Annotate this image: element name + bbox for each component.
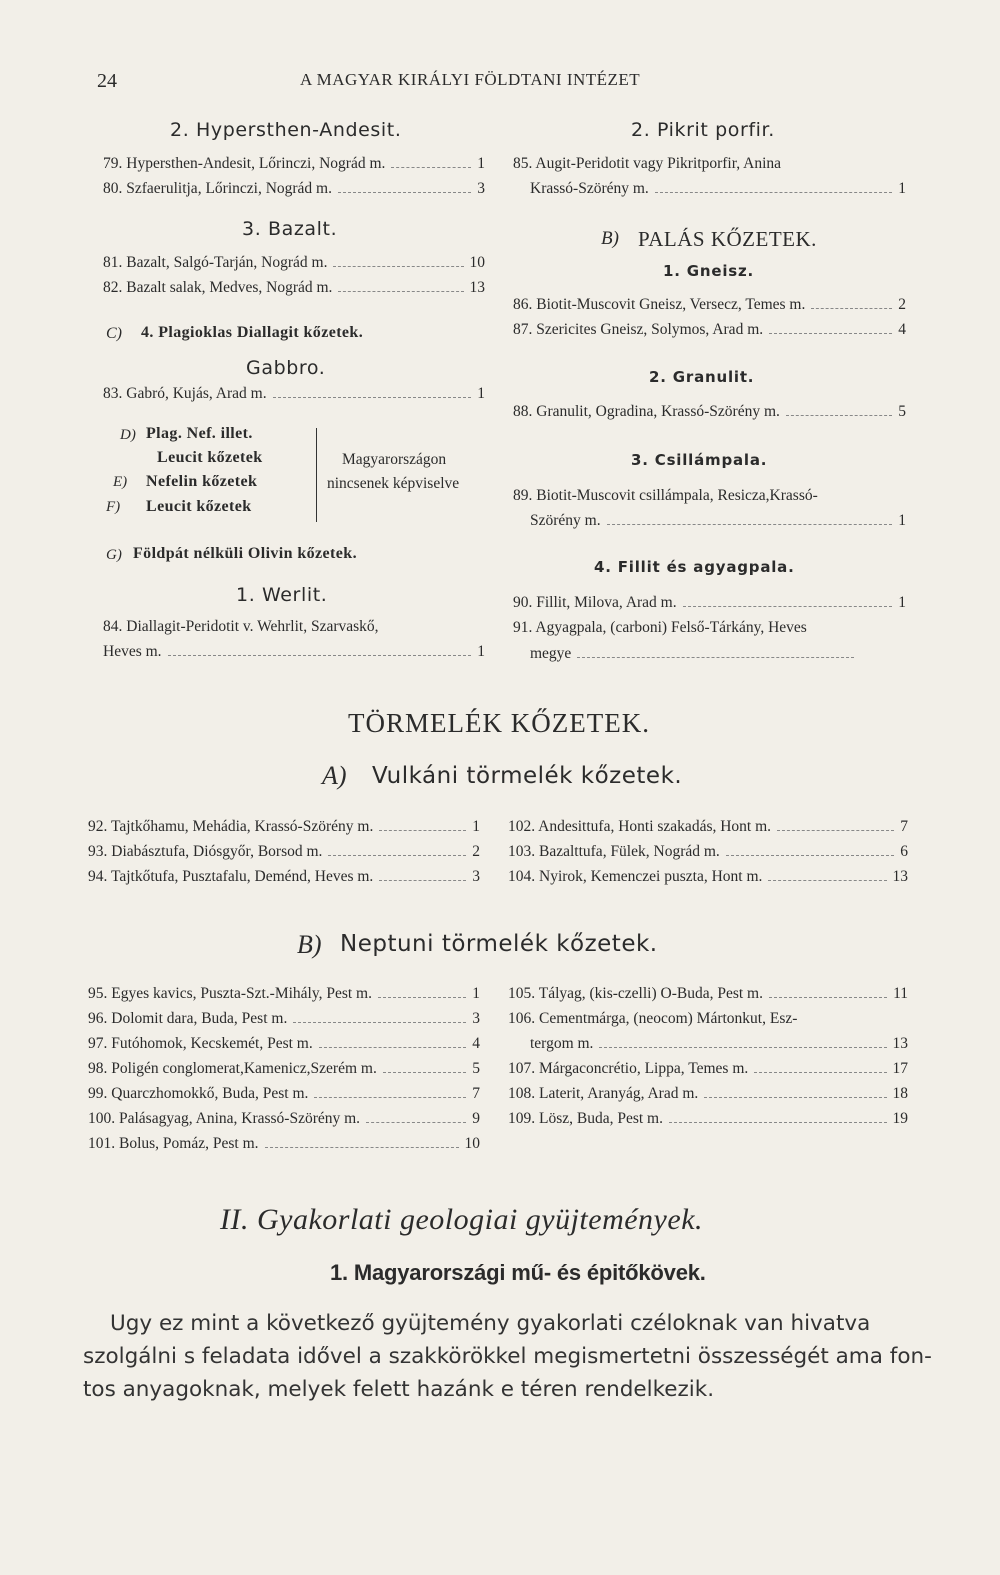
entry-text: megye xyxy=(530,645,572,662)
leader-dots xyxy=(338,191,471,193)
entry-text: Krassó-Szörény m. xyxy=(530,180,649,197)
section-letter-g: G) xyxy=(106,547,122,563)
paragraph-line-1: Ugy ez mint a következő gyüjtemény gyakorlati czéloknak van hivatva xyxy=(110,1311,871,1336)
entry-88 xyxy=(513,403,906,421)
leader-dots xyxy=(769,332,892,334)
entry-text: 109. Lösz, Buda, Pest m. xyxy=(508,1110,663,1127)
entry-count: 1 xyxy=(898,512,906,529)
entry-count: 13 xyxy=(892,868,908,885)
entry-count: 1 xyxy=(898,594,906,611)
entry-text: 102. Andesittufa, Honti szakadás, Hont m. xyxy=(508,818,772,835)
entry-102 xyxy=(508,818,908,843)
entry-103 xyxy=(508,843,908,868)
heading-palas: PALÁS KŐZETEK. xyxy=(638,227,817,251)
entry-81 xyxy=(103,254,485,272)
entry-99 xyxy=(88,1085,480,1110)
section-letter-b2: B) xyxy=(297,930,322,959)
brace-note-1: Magyarországon xyxy=(342,451,447,468)
entry-text: 90. Fillit, Milova, Arad m. xyxy=(513,594,677,611)
entry-count: 13 xyxy=(892,1035,908,1052)
entry-text: 108. Laterit, Aranyág, Arad m. xyxy=(508,1085,699,1102)
heading-gabbro: Gabbro. xyxy=(246,357,326,379)
heading-gneisz: 1. Gneisz. xyxy=(663,262,755,280)
leader-dots xyxy=(607,523,893,525)
section-letter-b: B) xyxy=(601,228,619,249)
entry-91-line-1: 91. Agyagpala, (carboni) Felső-Tárkány, Heves xyxy=(513,619,807,636)
entry-106-line-1: 106. Cementmárga, (neocom) Mártonkut, Esz- xyxy=(508,1010,798,1027)
entry-100 xyxy=(88,1110,480,1135)
leader-dots xyxy=(669,1121,887,1123)
leader-dots xyxy=(338,290,463,292)
entry-count: 10 xyxy=(469,254,485,271)
leader-dots xyxy=(378,996,466,998)
heading-bazalt: 3. Bazalt. xyxy=(242,218,338,240)
entry-count: 1 xyxy=(477,643,485,660)
heading-leucit-1: Leucit kőzetek xyxy=(157,449,263,466)
entry-count: 6 xyxy=(900,843,908,860)
entry-text: Szörény m. xyxy=(530,512,601,529)
leader-dots xyxy=(769,996,887,998)
leader-dots xyxy=(293,1021,466,1023)
leader-dots xyxy=(314,1096,466,1098)
entry-text: 81. Bazalt, Salgó-Tarján, Nográd m. xyxy=(103,254,328,271)
leader-dots xyxy=(168,654,472,656)
entry-85-line-2 xyxy=(530,180,906,198)
heading-nefelin: Nefelin kőzetek xyxy=(146,473,258,490)
entry-text: 101. Bolus, Pomáz, Pest m. xyxy=(88,1135,259,1152)
entry-text: 97. Futóhomok, Kecskemét, Pest m. xyxy=(88,1035,313,1052)
entry-text: 82. Bazalt salak, Medves, Nográd m. xyxy=(103,279,333,296)
leader-dots xyxy=(577,656,854,658)
leader-dots xyxy=(683,605,893,607)
section-letter-e: E) xyxy=(113,474,128,490)
entry-text: 92. Tajtkőhamu, Mehádia, Krassó-Szörény m. xyxy=(88,818,374,835)
leader-dots xyxy=(328,854,466,856)
entry-count: 17 xyxy=(892,1060,908,1077)
entry-106-line-2 xyxy=(508,1035,908,1060)
entry-93 xyxy=(88,843,480,868)
entry-count: 7 xyxy=(900,818,908,835)
entry-82 xyxy=(103,279,485,297)
entry-91-line-2 xyxy=(530,645,860,663)
leader-dots xyxy=(726,854,894,856)
entry-text: 104. Nyirok, Kemenczei puszta, Hont m. xyxy=(508,868,763,885)
heading-vulkani: Vulkáni törmelék kőzetek. xyxy=(372,763,683,789)
entry-count: 4 xyxy=(898,321,906,338)
entry-text: 99. Quarczhomokkő, Buda, Pest m. xyxy=(88,1085,309,1102)
entry-108 xyxy=(508,1085,908,1110)
entry-count: 2 xyxy=(472,843,480,860)
entry-83 xyxy=(103,385,485,403)
entry-text: 88. Granulit, Ogradina, Krassó-Szörény m. xyxy=(513,403,780,420)
heading-plag-nef: Plag. Nef. illet. xyxy=(146,425,253,442)
entry-85-line-1: 85. Augit-Peridotit vagy Pikritporfir, Anina xyxy=(513,155,782,172)
entry-count: 9 xyxy=(472,1110,480,1127)
section-letter-c: C) xyxy=(106,325,122,342)
heading-leucit-2: Leucit kőzetek xyxy=(146,498,252,515)
entry-92 xyxy=(88,818,480,843)
heading-fillit: 4. Fillit és agyagpala. xyxy=(594,558,795,576)
leader-dots xyxy=(777,829,894,831)
heading-werlit: 1. Werlit. xyxy=(236,584,328,606)
entry-count: 1 xyxy=(898,180,906,197)
entry-text: 79. Hypersthen-Andesit, Lőrinczi, Nográd m. xyxy=(103,155,386,172)
page-number: 24 xyxy=(97,70,117,92)
entry-text: 86. Biotit-Muscovit Gneisz, Versecz, Temes m. xyxy=(513,296,806,313)
entry-text: 96. Dolomit dara, Buda, Pest m. xyxy=(88,1010,288,1027)
leader-dots xyxy=(366,1121,466,1123)
leader-dots xyxy=(379,879,466,881)
entry-86 xyxy=(513,296,906,314)
leader-dots xyxy=(383,1071,466,1073)
entry-89-line-1: 89. Biotit-Muscovit csillámpala, Resicza,Krassó- xyxy=(513,487,818,504)
entry-count: 3 xyxy=(477,180,485,197)
entry-104 xyxy=(508,868,908,893)
leader-dots xyxy=(768,879,886,881)
entry-count: 7 xyxy=(472,1085,480,1102)
entry-text: 107. Márgaconcrétio, Lippa, Temes m. xyxy=(508,1060,749,1077)
heading-foldpat: Földpát nélküli Olivin kőzetek. xyxy=(133,545,357,562)
entry-98 xyxy=(88,1060,480,1085)
entry-84-line-1: 84. Diallagit-Peridotit v. Wehrlit, Szarvaskő, xyxy=(103,618,379,635)
entry-count: 18 xyxy=(892,1085,908,1102)
entry-80 xyxy=(103,180,485,198)
leader-dots xyxy=(599,1046,886,1048)
entry-97 xyxy=(88,1035,480,1060)
section-letter-f: F) xyxy=(106,499,121,515)
entry-text: tergom m. xyxy=(530,1035,594,1052)
entry-87 xyxy=(513,321,906,339)
vulkani-left-list xyxy=(88,818,480,893)
leader-dots xyxy=(655,191,892,193)
entry-text: 83. Gabró, Kujás, Arad m. xyxy=(103,385,267,402)
entry-text: 103. Bazalttufa, Fülek, Nográd m. xyxy=(508,843,720,860)
brace xyxy=(316,428,317,522)
heading-granulit: 2. Granulit. xyxy=(649,368,755,386)
heading-section-2: II. Gyakorlati geologiai gyüjtemények. xyxy=(220,1203,704,1236)
vulkani-right-list xyxy=(508,818,908,893)
entry-96 xyxy=(88,1010,480,1035)
leader-dots xyxy=(273,396,472,398)
entry-95 xyxy=(88,985,480,1010)
paragraph-line-3: tos anyagoknak, melyek felett hazánk e téren rendelkezik. xyxy=(83,1377,715,1402)
leader-dots xyxy=(379,829,466,831)
heading-plagioklas: 4. Plagioklas Diallagit kőzetek. xyxy=(141,324,364,341)
entry-text: 105. Tályag, (kis-czelli) O-Buda, Pest m. xyxy=(508,985,763,1002)
entry-count: 11 xyxy=(893,985,908,1002)
entry-count: 4 xyxy=(472,1035,480,1052)
leader-dots xyxy=(754,1071,886,1073)
section-letter-a: A) xyxy=(322,761,347,790)
entry-count: 5 xyxy=(472,1060,480,1077)
entry-count: 1 xyxy=(477,155,485,172)
entry-count: 19 xyxy=(892,1110,908,1127)
entry-count: 13 xyxy=(469,279,485,296)
entry-count: 1 xyxy=(472,818,480,835)
entry-79 xyxy=(103,155,485,173)
section-letter-d: D) xyxy=(120,427,136,443)
entry-count: 1 xyxy=(472,985,480,1002)
entry-text: 95. Egyes kavics, Puszta-Szt.-Mihály, Pest m. xyxy=(88,985,372,1002)
entry-94 xyxy=(88,868,480,893)
entry-109 xyxy=(508,1110,908,1135)
entry-count: 2 xyxy=(898,296,906,313)
leader-dots xyxy=(319,1046,467,1048)
heading-tormelek: TÖRMELÉK KŐZETEK. xyxy=(348,708,650,738)
heading-csillampala: 3. Csillámpala. xyxy=(631,451,768,469)
leader-dots xyxy=(333,265,463,267)
heading-neptuni: Neptuni törmelék kőzetek. xyxy=(340,931,658,957)
paragraph-line-2: szolgálni s feladata idővel a szakkörökkel megismertetni összességét ama fon- xyxy=(83,1344,932,1369)
brace-note-2: nincsenek képviselve xyxy=(327,475,460,492)
entry-text: 100. Palásagyag, Anina, Krassó-Szörény m. xyxy=(88,1110,361,1127)
heading-pikrit: 2. Pikrit porfir. xyxy=(631,119,775,141)
leader-dots xyxy=(391,166,471,168)
entry-101 xyxy=(88,1135,480,1160)
entry-count: 1 xyxy=(477,385,485,402)
entry-text: Heves m. xyxy=(103,643,162,660)
entry-text: 93. Diabásztufa, Diósgyőr, Borsod m. xyxy=(88,843,323,860)
entry-text: 98. Poligén conglomerat,Kamenicz,Szerém m. xyxy=(88,1060,377,1077)
neptuni-left-list xyxy=(88,985,480,1160)
entry-84-line-2 xyxy=(103,643,485,661)
entry-count: 5 xyxy=(898,403,906,420)
entry-text: 80. Szfaerulitja, Lőrinczi, Nográd m. xyxy=(103,180,332,197)
leader-dots xyxy=(265,1146,459,1148)
leader-dots xyxy=(704,1096,886,1098)
entry-text: 94. Tajtkőtufa, Pusztafalu, Deménd, Heves m. xyxy=(88,868,374,885)
running-title: A MAGYAR KIRÁLYI FÖLDTANI INTÉZET xyxy=(300,70,641,89)
heading-mu-es-epitokovek: 1. Magyarországi mű- és épitőkövek. xyxy=(330,1260,706,1285)
entry-89-line-2 xyxy=(530,512,906,530)
entry-count: 3 xyxy=(472,1010,480,1027)
leader-dots xyxy=(811,307,892,309)
entry-count: 10 xyxy=(464,1135,480,1152)
neptuni-right-list xyxy=(508,985,908,1135)
entry-107 xyxy=(508,1060,908,1085)
entry-text: 87. Szericites Gneisz, Solymos, Arad m. xyxy=(513,321,764,338)
heading-hypersthen: 2. Hypersthen-Andesit. xyxy=(170,119,402,141)
entry-105 xyxy=(508,985,908,1010)
entry-count: 3 xyxy=(472,868,480,885)
entry-90 xyxy=(513,594,906,612)
leader-dots xyxy=(786,414,892,416)
